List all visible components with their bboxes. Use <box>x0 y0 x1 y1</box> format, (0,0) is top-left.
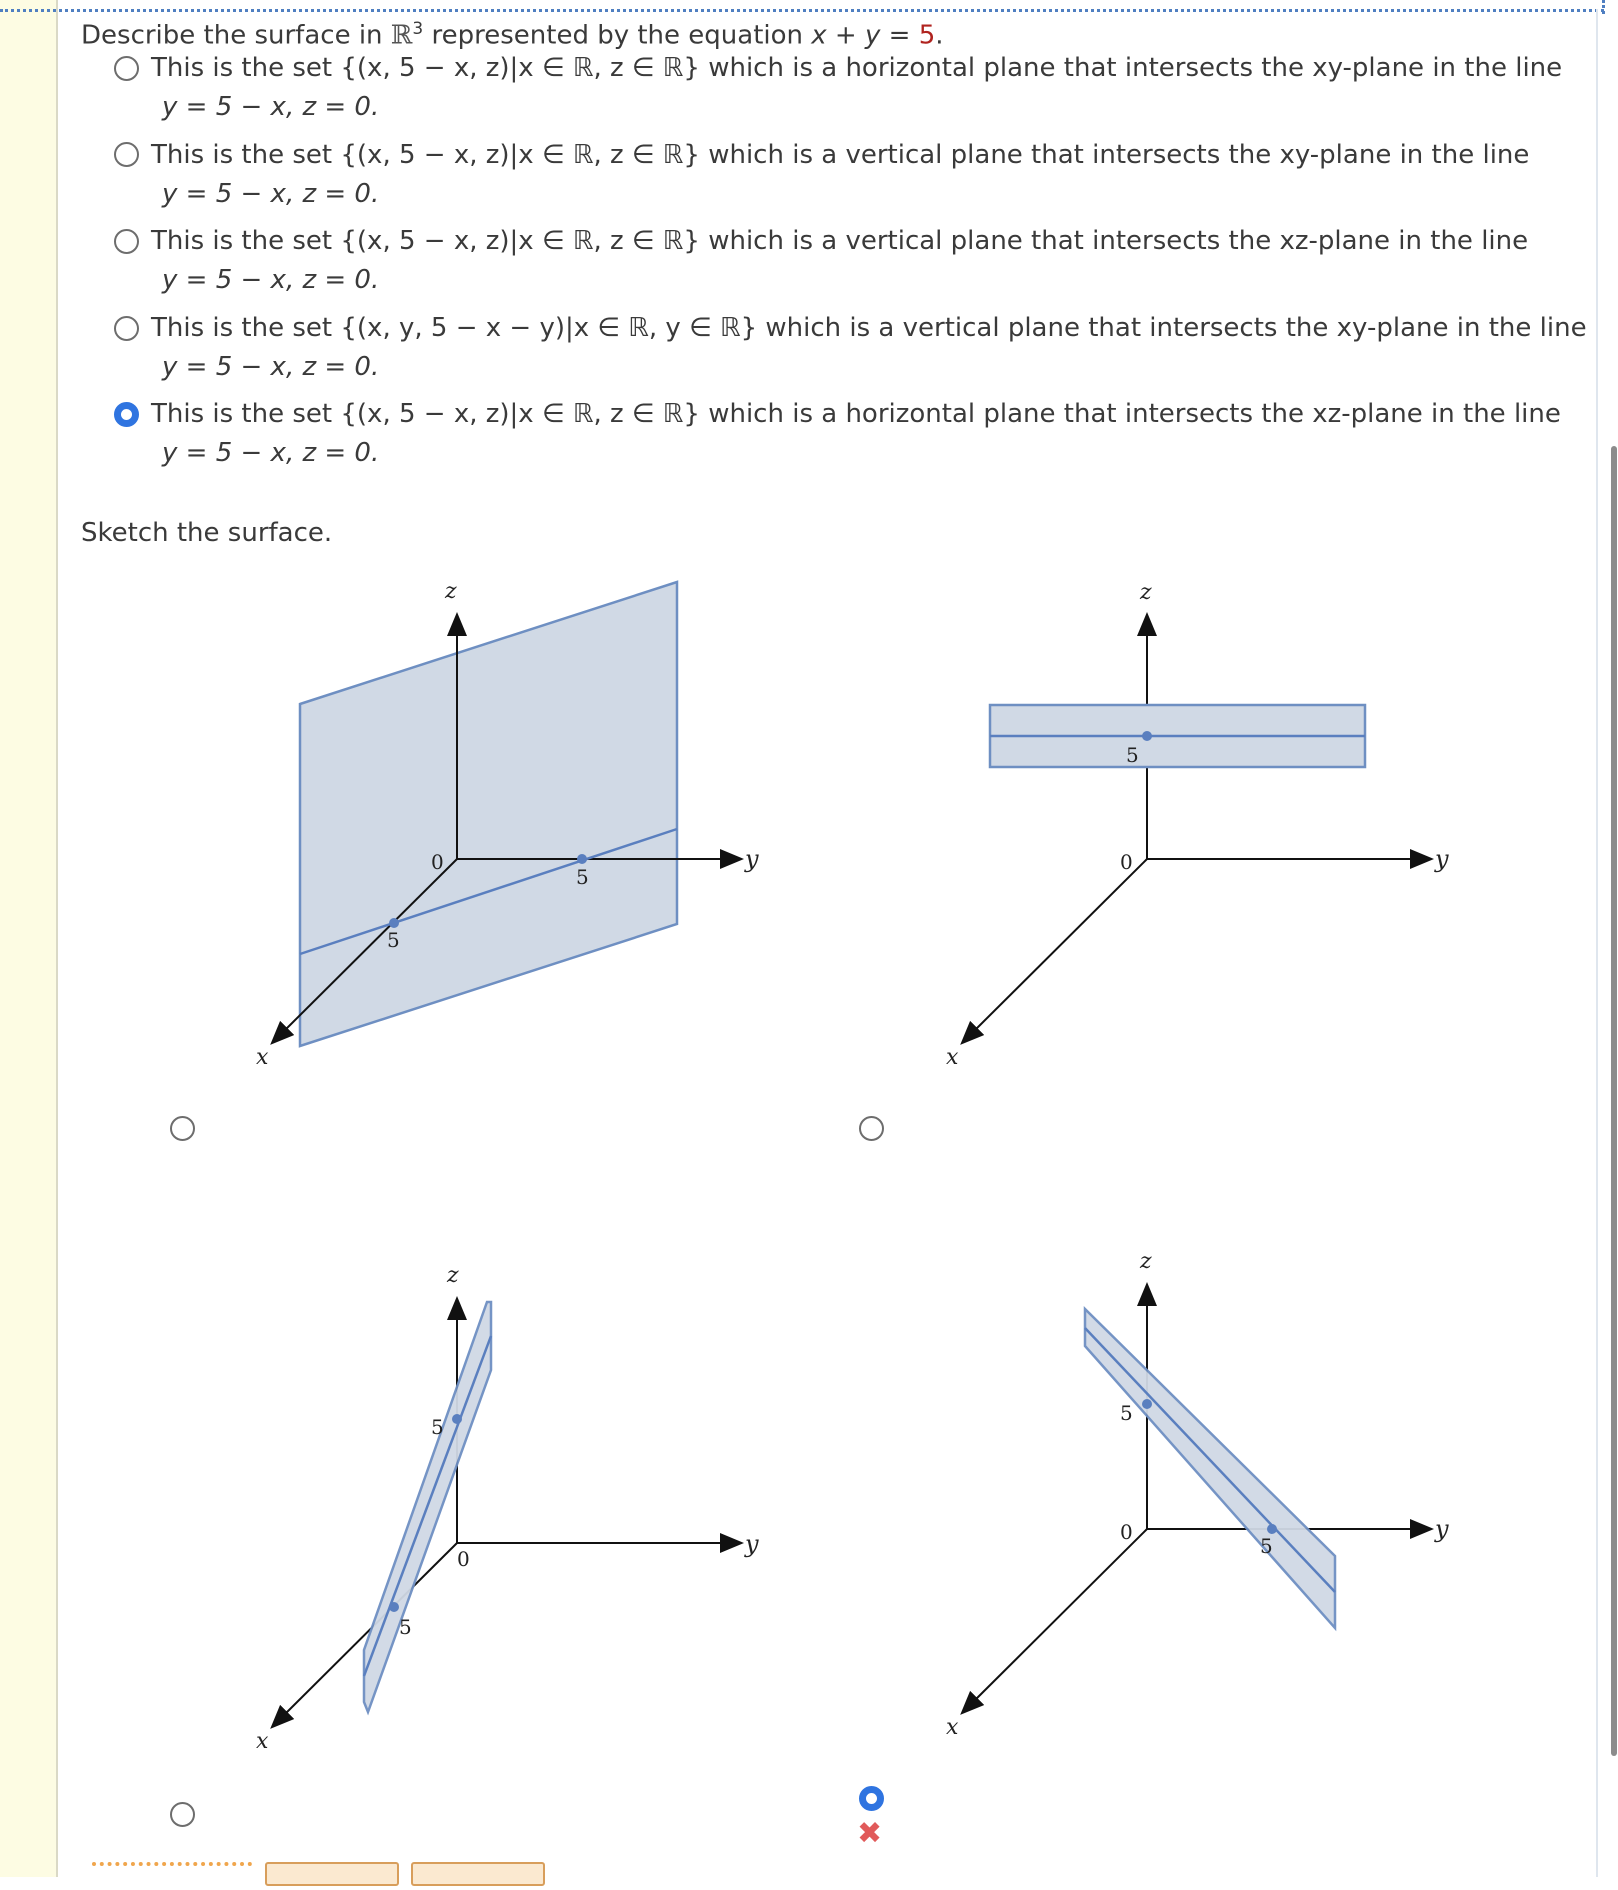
z-axis-label: z <box>445 579 457 604</box>
question-corner-marker <box>1602 0 1605 14</box>
sketch-prompt: Sketch the surface. <box>81 518 333 548</box>
save-button-peek[interactable] <box>411 1862 545 1886</box>
point-x5 <box>389 918 399 928</box>
origin-label: 0 <box>457 1547 470 1571</box>
vertical-scrollbar[interactable] <box>1611 446 1617 1756</box>
y-axis-label: y <box>1435 1515 1449 1543</box>
question-middle: represented by the equation <box>423 20 812 51</box>
tick-z5: 5 <box>1126 743 1139 767</box>
option-line2-2: y = 5 − x, z = 0. <box>162 179 380 209</box>
z-axis-label: z <box>447 1263 459 1288</box>
question-suffix: . <box>935 20 944 51</box>
submit-button-peek[interactable] <box>265 1862 399 1886</box>
option-radio-4[interactable] <box>114 316 139 341</box>
tick-z5: 5 <box>1120 1401 1133 1425</box>
graph-radio-2[interactable] <box>859 1116 884 1141</box>
x-axis-label: x <box>256 1729 269 1754</box>
graph-option-4 <box>930 1240 1490 1740</box>
option-radio-5-selected[interactable] <box>114 402 139 427</box>
tick-y5: 5 <box>1260 1534 1273 1558</box>
graph-option-1 <box>240 570 800 1070</box>
graph-radio-3[interactable] <box>170 1802 195 1827</box>
y-axis-label: y <box>745 1530 759 1558</box>
question-top-border <box>0 9 1604 12</box>
option-radio-2[interactable] <box>114 142 139 167</box>
x-axis <box>963 1529 1147 1712</box>
tick-x5: 5 <box>387 928 400 952</box>
option-radio-1[interactable] <box>114 56 139 81</box>
x-icon: ✖ <box>857 1816 883 1851</box>
option-text-5[interactable]: This is the set {(x, 5 − x, z)|x ∈ ℝ, z ∈ ℝ} which is a horizontal plane that intersects the xz-plane in the line <box>151 399 1561 429</box>
option-text-3[interactable]: This is the set {(x, 5 − x, z)|x ∈ ℝ, z ∈ ℝ} which is a vertical plane that intersects the xz-plane in the line <box>151 226 1529 256</box>
left-margin-strip <box>0 0 58 1877</box>
option-text-1[interactable]: This is the set {(x, 5 − x, z)|x ∈ ℝ, z ∈ ℝ} which is a horizontal plane that intersects the xy-plane in the line <box>151 53 1563 83</box>
space-exponent: 3 <box>412 19 424 39</box>
real-space-symbol: ℝ <box>390 20 413 51</box>
question-text <box>81 19 944 51</box>
tick-z5: 5 <box>431 1415 444 1439</box>
plane-surface <box>300 582 677 1046</box>
next-step-link-peek[interactable] <box>92 1862 252 1881</box>
point-z5 <box>1142 731 1152 741</box>
option-line2-3: y = 5 − x, z = 0. <box>162 265 380 295</box>
option-text-2[interactable]: This is the set {(x, 5 − x, z)|x ∈ ℝ, z ∈ ℝ} which is a vertical plane that intersects the xy-plane in the line <box>151 140 1530 170</box>
graph-radio-1[interactable] <box>170 1116 195 1141</box>
y-axis-label: y <box>1435 845 1449 873</box>
question-prefix: Describe the surface in <box>81 20 391 51</box>
origin-label: 0 <box>1120 850 1133 874</box>
point-y5 <box>577 854 587 864</box>
option-line2-1: y = 5 − x, z = 0. <box>162 92 380 122</box>
point-z5 <box>452 1414 462 1424</box>
plane-surface <box>1085 1309 1335 1628</box>
origin-label: 0 <box>1120 1520 1133 1544</box>
graph-option-3 <box>240 1240 800 1754</box>
x-axis-label: x <box>946 1715 959 1740</box>
point-x5 <box>389 1602 399 1612</box>
option-radio-3[interactable] <box>114 229 139 254</box>
x-axis <box>963 859 1147 1042</box>
tick-y5: 5 <box>576 865 589 889</box>
question-right-border <box>1596 9 1598 1877</box>
graph-option-2 <box>930 570 1490 1070</box>
z-axis-label: z <box>1140 580 1152 605</box>
option-text-4[interactable]: This is the set {(x, y, 5 − x − y)|x ∈ ℝ, y ∈ ℝ} which is a vertical plane that intersects the xy-plane in the line <box>151 313 1587 343</box>
x-axis-label: x <box>946 1045 959 1070</box>
intersection-line <box>364 1336 491 1676</box>
graph-radio-4-selected[interactable] <box>859 1786 884 1811</box>
equation-lhs: x + y = <box>811 20 919 51</box>
x-axis-label: x <box>256 1045 269 1070</box>
option-line2-4: y = 5 − x, z = 0. <box>162 352 380 382</box>
origin-label: 0 <box>431 850 444 874</box>
option-line2-5: y = 5 − x, z = 0. <box>162 438 380 468</box>
y-axis-label: y <box>745 845 759 873</box>
tick-x5: 5 <box>399 1615 412 1639</box>
bottom-buttons-peek <box>265 1862 557 1890</box>
point-y5 <box>1267 1524 1277 1534</box>
equation-value: 5 <box>918 20 936 51</box>
z-axis-label: z <box>1140 1249 1152 1274</box>
point-z5 <box>1142 1399 1152 1409</box>
